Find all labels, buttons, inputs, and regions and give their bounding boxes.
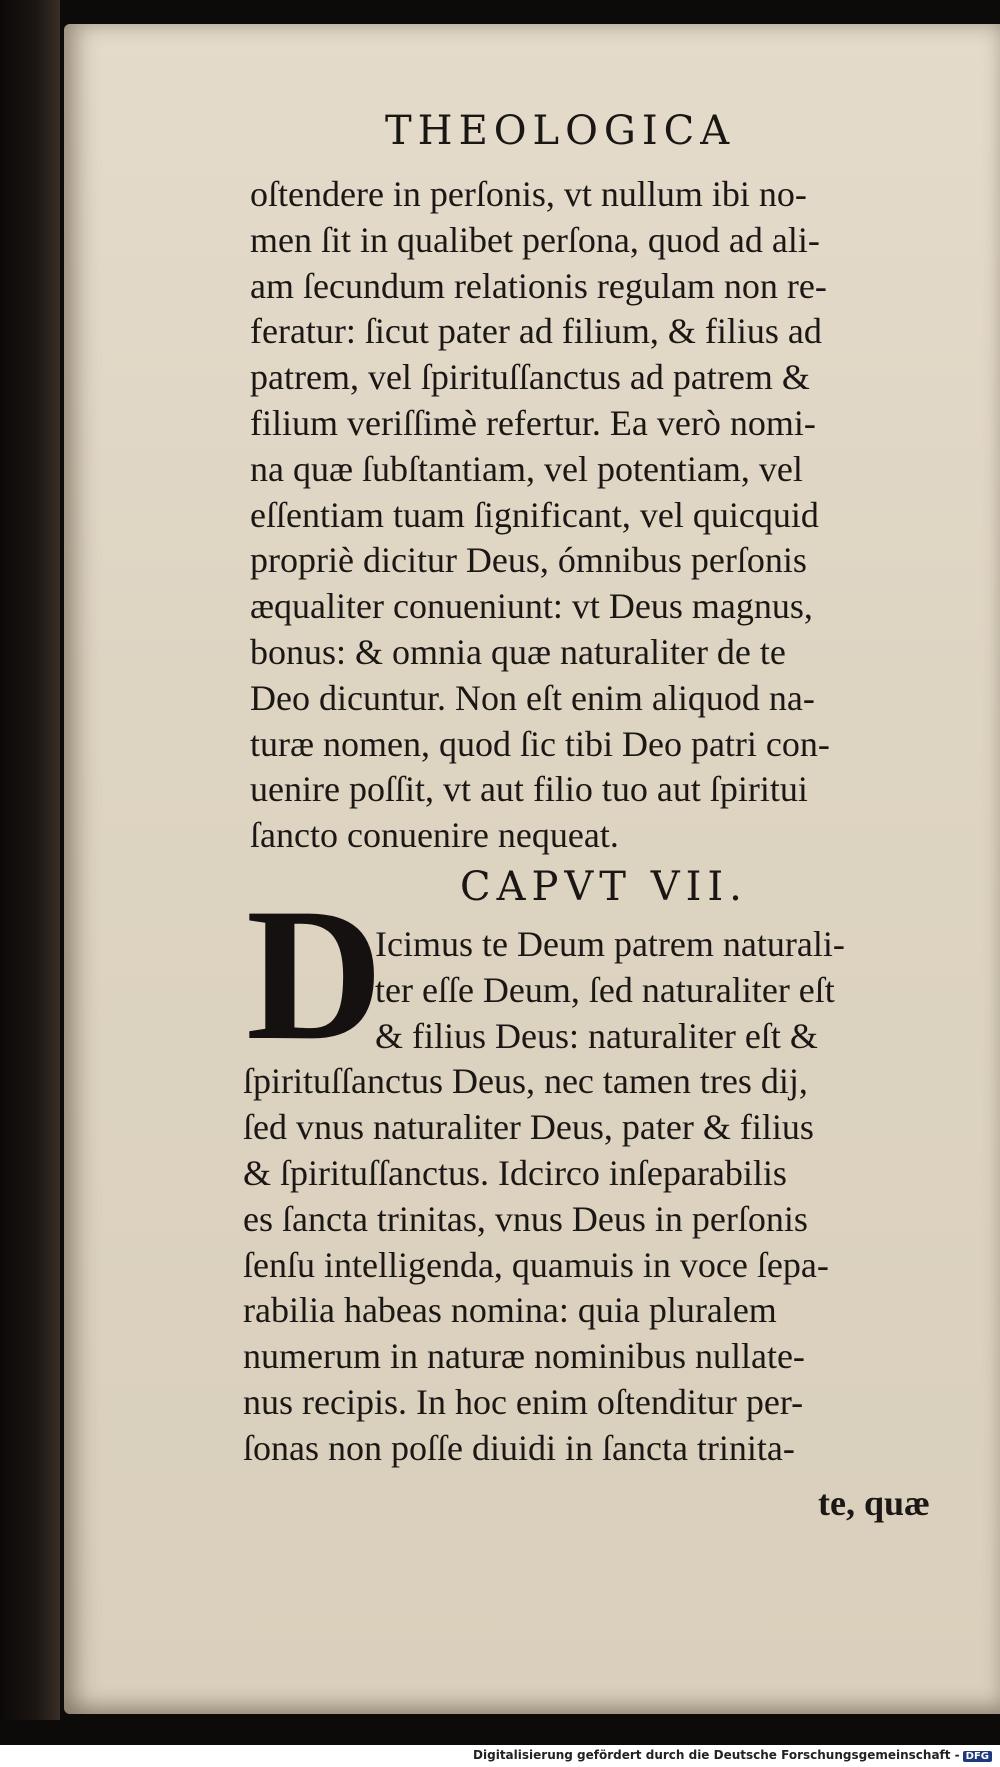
text-line: numerum in naturæ nominibus nullate- [243, 1336, 805, 1377]
dfg-logo: DFG [963, 1751, 992, 1762]
text-line: rabilia habeas nomina: quia pluralem [243, 1290, 777, 1331]
digitization-credit [473, 1748, 992, 1762]
text-line: ſenſu intelligenda, quamuis in voce ſepa- [243, 1244, 829, 1285]
chapter-heading: CAPVT VII. [460, 864, 748, 910]
text-line: patrem, vel ſpirituſſanctus ad patrem & [250, 357, 810, 398]
paragraph-1 [250, 172, 955, 859]
credit-text: Digitalisierung gefördert durch die Deutsche Forschungsgemeinschaft - [473, 1748, 960, 1762]
text-line: ſpirituſſanctus Deus, nec tamen tres dij, [243, 1061, 808, 1102]
text-line: ter eſſe Deum, ſed naturaliter eſt [375, 969, 835, 1010]
text-line: oſtendere in perſonis, vt nullum ibi no- [250, 174, 807, 214]
text-line: & filius Deus: naturaliter eſt & [375, 1015, 818, 1056]
text-line: es ſancta trinitas, vnus Deus in perſonis [243, 1198, 808, 1239]
text-line: filium veriſſimè refertur. Ea verò nomi- [250, 402, 816, 443]
text-line: æqualiter conueniunt: vt Deus magnus, [250, 586, 813, 627]
text-line: turæ nomen, quod ſic tibi Deo patri con- [250, 723, 830, 764]
text-line: eſſentiam tuam ſignificant, vel quicquid [250, 494, 819, 535]
text-line: Deo dicuntur. Non eſt enim aliquod na- [250, 677, 815, 718]
catchword: te, quæ [818, 1483, 931, 1523]
text-line: am ſecundum relationis regulam non re- [250, 265, 827, 306]
running-head: THEOLOGICA [385, 108, 736, 154]
text-line: ſancto conuenire nequeat. [250, 815, 619, 856]
text-line: men ſit in qualibet perſona, quod ad ali- [250, 219, 820, 260]
text-line: Icimus te Deum patrem naturali- [375, 924, 845, 964]
text-line: ſonas non poſſe diuidi in ſancta trinita- [243, 1427, 795, 1468]
text-line: & ſpirituſſanctus. Idcirco inſeparabilis [243, 1152, 787, 1193]
text-line: propriè dicitur Deus, ómnibus perſonis [250, 540, 807, 581]
drop-cap-initial: D [246, 870, 384, 1080]
text-line: bonus: & omnia quæ naturaliter de te [250, 631, 786, 672]
text-line: na quæ ſubſtantiam, vel potentiam, vel [250, 448, 803, 489]
text-line: uenire poſſit, vt aut filio tuo aut ſpiritui [250, 769, 808, 810]
text-line: ſed vnus naturaliter Deus, pater & filius [243, 1107, 814, 1148]
text-line: nus recipis. In hoc enim oſtenditur per- [243, 1381, 804, 1422]
text-line: feratur: ſicut pater ad filium, & filius ad [250, 311, 822, 352]
book-spine-shadow [0, 0, 60, 1720]
paragraph-2 [243, 922, 955, 1472]
